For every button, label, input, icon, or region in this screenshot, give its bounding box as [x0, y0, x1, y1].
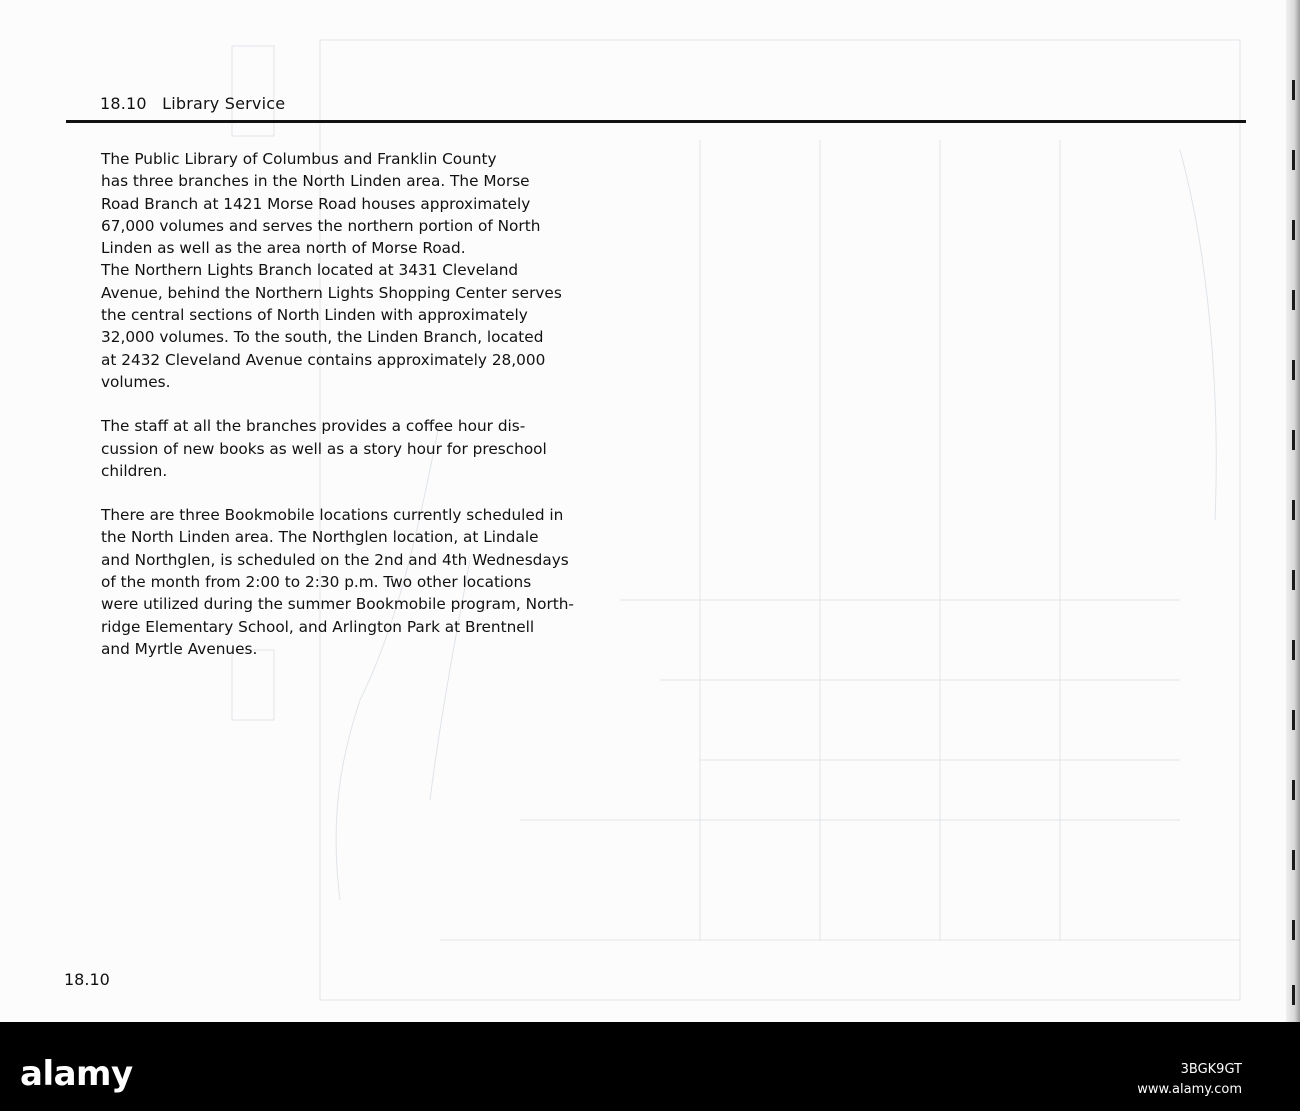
body-text	[101, 148, 661, 682]
watermark-logo: alamy	[20, 1054, 133, 1094]
paragraph-branches: The Public Library of Columbus and Franklin County has three branches in the North Linden area. The Morse Road Branch at 1421 Morse Road houses approximately 67,000 volumes and serves the northern portion of North Linden as well as the area north of Morse Road. The Northern Lights Branch located at 3431 Cleveland Avenue, behind the Northern Lights Shopping Center serves the central sections of North Linden with approximately 32,000 volumes. To the south, the Linden Branch, located at 2432 Cleveland Avenue contains approximately 28,000 volumes.	[101, 150, 562, 391]
paragraph-bookmobile: There are three Bookmobile locations currently scheduled in the North Linden area. The Northglen location, at Lindale and Northglen, is scheduled on the 2nd and 4th Wednesdays of the month from 2:00 to 2:30 p.m. Two other locations were utilized during the summer Bookmobile program, North- ridge Elementary School, and Arlington Park at Brentnell and Myrtle Avenues.	[101, 506, 574, 658]
paragraph-staff: The staff at all the branches provides a coffee hour dis- cussion of new books as well as a story hour for preschool children.	[101, 417, 547, 480]
watermark-image-id: 3BGK9GT	[1180, 1062, 1242, 1077]
header-rule	[66, 120, 1246, 123]
section-header	[100, 94, 285, 113]
watermark-footer	[0, 1022, 1300, 1111]
page-number: 18.10	[64, 970, 110, 989]
section-number: 18.10	[100, 94, 147, 113]
binding-spine	[1286, 0, 1300, 1022]
watermark-url: www.alamy.com	[1137, 1082, 1242, 1097]
section-title: Library Service	[162, 94, 286, 113]
